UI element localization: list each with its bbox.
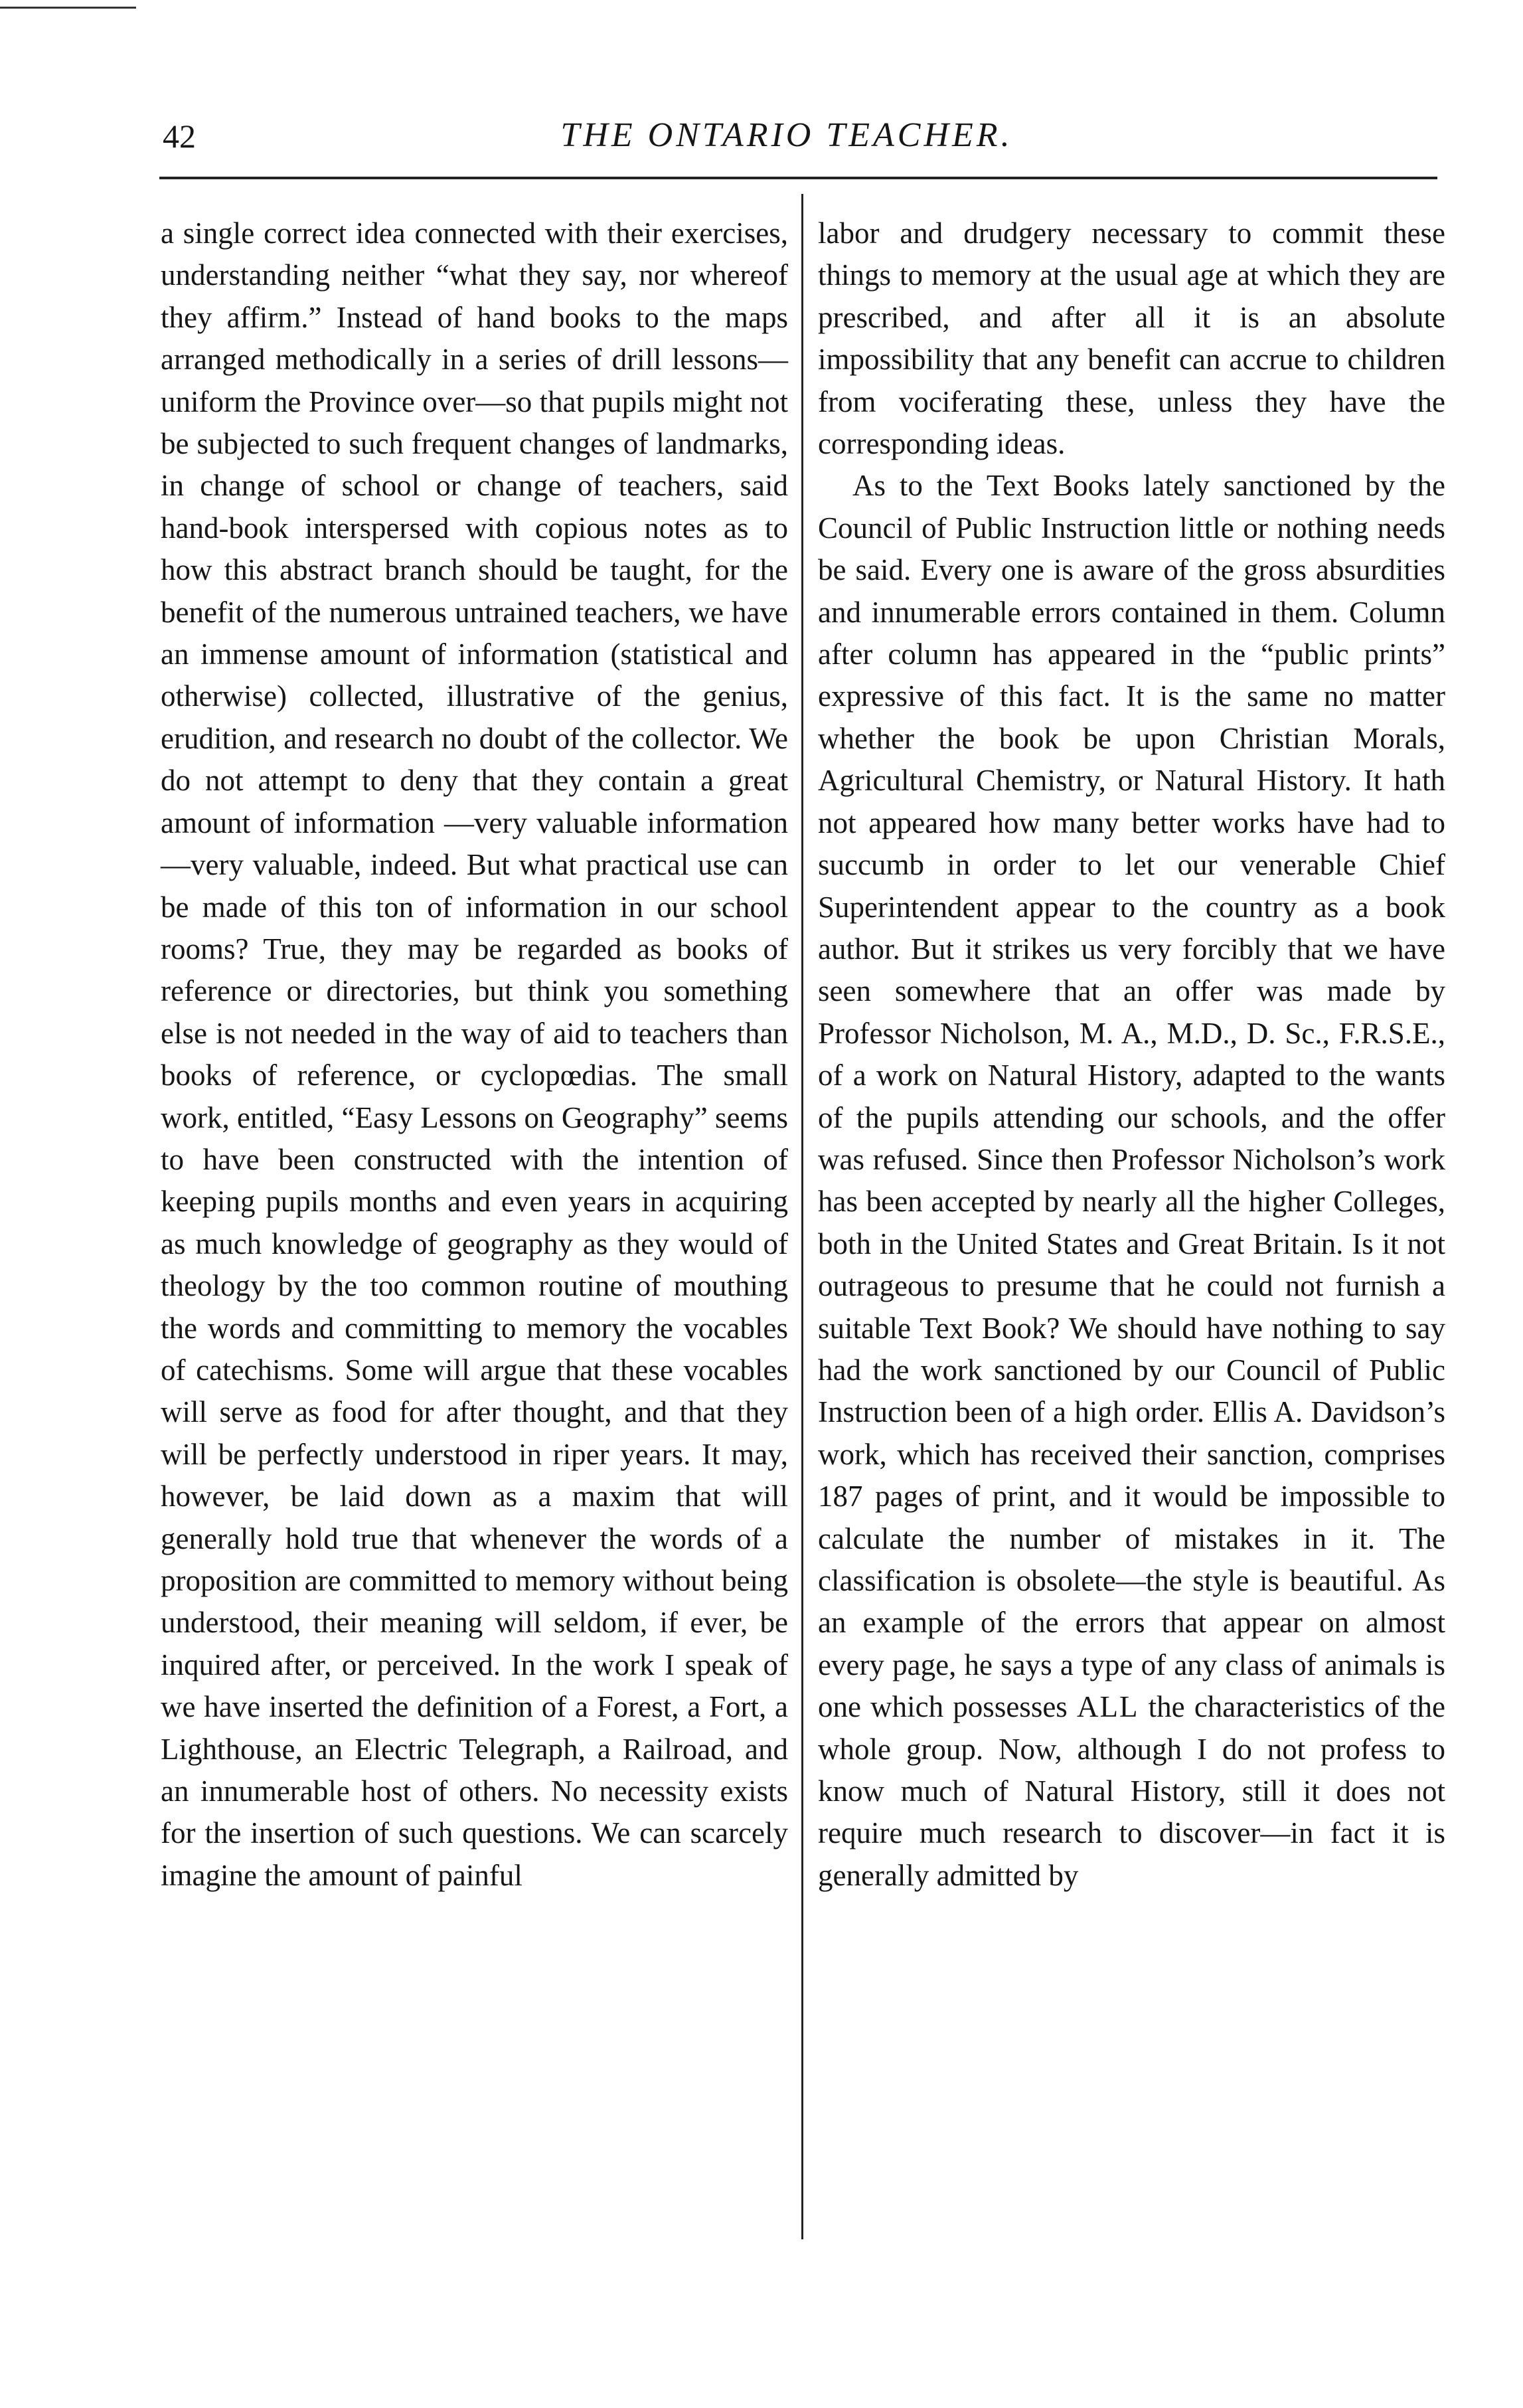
left-paragraph-1: a single correct idea connected with their exercises, understanding neither “what they say, nor whereof they affirm.” Instead of hand books to the maps arranged methodically in a series of drill lessons—uniform the Province over—so that pupils might not be subjected to such frequent changes of landmarks, in change of school or change of teachers, said hand-book interspersed with copious notes as to how this abstract branch should be taught, for the benefit of the numerous untrained teachers, we have an immense amount of information (statistical and otherwise) collected, illustrative of the genius, erudition, and research no doubt of the collector. We do not attempt to deny that they contain a great amount of information —very valuable information—very valuable, indeed. But what practical use can be made of this ton of information in our school rooms? True, they may be regarded as books of reference or directories, but think you something else is not needed in the way of aid to teachers than books of reference, or cyclopœdias. The small work, entitled, “Easy Lessons on Geography” seems to have been constructed with the intention of keeping pupils months and even years in acquiring as much knowledge of geography as they would of theology by the too common routine of mouthing the words and committing to memory the vocables of catechisms. Some will argue that these vocables will serve as food for after thought, and that they will be perfectly understood in riper years. It may, however, be laid down as a maxim that will generally hold true that whenever the words of a proposition are committed to memory without being understood, their meaning will seldom, if ever, be inquired after, or perceived. In the work I speak of we have inserted the definition of a Forest, a Fort, a Lighthouse, an Electric Telegraph, a Railroad, and an innumerable host of others. No necessity exists for the insertion of such questions. We can scarcely imagine the amount of painful (161, 216, 788, 1892)
corner-rule (0, 7, 136, 9)
header-rule (159, 177, 1437, 179)
right-paragraph-1: labor and drudgery necessary to commit these things to memory at the usual age at which they are prescribed, and after all it is an absolute impossibility that any benefit can accrue to children from vociferating these, unless they have the corresponding ideas. (818, 216, 1445, 461)
right-column (818, 213, 1445, 1897)
emphasis-all: ALL (1077, 1690, 1139, 1724)
page-number: 42 (163, 118, 196, 155)
column-divider (801, 194, 803, 2239)
left-column (161, 213, 788, 1897)
right-paragraph-2 (818, 465, 1445, 1897)
right-paragraph-2-text: As to the Text Books lately sanctioned by the Council of Public Instruction little or nothing needs be said. Every one is aware of the gross absurdities and innumerable errors contained in them. Column after column has appeared in the “public prints” expressive of this fact. It is the same no matter whether the book be upon Christian Morals, Agricultural Chemistry, or Natural History. It hath not appeared how many better works have had to succumb in order to let our venerable Chief Superintendent appear to the country as a book author. But it strikes us very forcibly that we have seen somewhere that an offer was made by Professor Nicholson, M. A., M.D., D. Sc., F.R.S.E., of a work on Natural History, adapted to the wants of the pupils attending our schools, and the offer was refused. Since then Professor Nicholson’s work has been accepted by nearly all the higher Colleges, both in the United States and Great Britain. Is it not outrageous to presume that he could not furnish a suitable Text Book? We should have nothing to say had the work sanctioned by our Council of Public Instruction been of a high order. Ellis A. Davidson’s work, which has received their sanction, comprises 187 pages of print, and it would be impossible to calculate the number of mistakes in it. The classification is obsolete—the style is beautiful. As an example of the errors that appear on almost every page, he says a type of any class of animals is one which possesses (818, 469, 1445, 1724)
running-title: THE ONTARIO TEACHER. (560, 116, 1013, 154)
right-paragraph-2-end: the characteristics of the whole group. Now, although I do not profess to know much of Natural History, still it does not require much research to discover—in fact it is generally admitted by (818, 1690, 1446, 1892)
page-header (143, 112, 1431, 165)
